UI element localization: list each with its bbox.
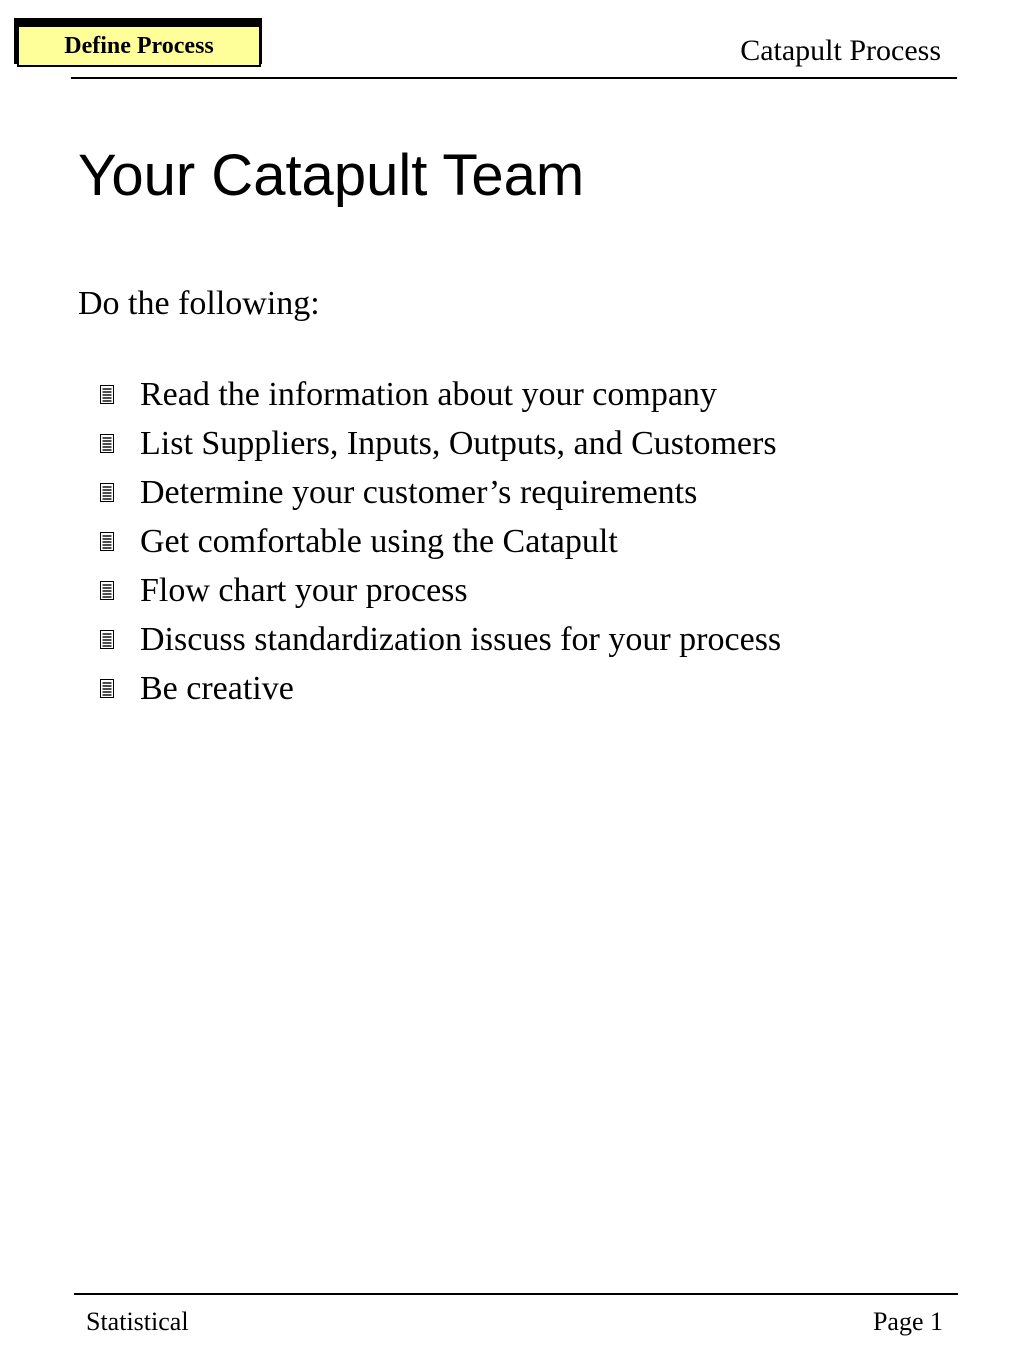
task-label: Flow chart your process <box>140 571 468 609</box>
section-tab-label: Define Process <box>64 32 214 59</box>
list-item <box>100 468 781 517</box>
list-item <box>100 370 781 419</box>
header-title: Catapult Process <box>740 34 941 67</box>
document-lines-icon <box>100 434 114 453</box>
document-lines-icon <box>100 630 114 649</box>
intro-text: Do the following: <box>78 285 320 322</box>
task-label: Discuss standardization issues for your process <box>140 620 782 658</box>
document-lines-icon <box>100 385 114 404</box>
section-tab <box>17 25 261 67</box>
list-item <box>100 664 781 713</box>
task-label: Read the information about your company <box>140 375 717 413</box>
header-divider <box>71 77 957 79</box>
task-label: Get comfortable using the Catapult <box>140 522 618 560</box>
section-tab-shadow <box>14 18 262 64</box>
page-number: Page 1 <box>872 1307 943 1336</box>
task-list <box>100 370 781 713</box>
task-label: Determine your customer’s requirements <box>140 473 698 511</box>
document-lines-icon <box>100 483 114 502</box>
footer-divider <box>74 1293 958 1295</box>
document-lines-icon <box>100 679 114 698</box>
list-item <box>100 615 781 664</box>
page-title: Your Catapult Team <box>78 143 585 208</box>
list-item <box>100 566 781 615</box>
document-lines-icon <box>100 532 114 551</box>
task-label: List Suppliers, Inputs, Outputs, and Customers <box>140 424 777 462</box>
list-item <box>100 419 781 468</box>
document-lines-icon <box>100 581 114 600</box>
task-label: Be creative <box>140 669 294 707</box>
footer-left-text: Statistical <box>86 1307 189 1336</box>
list-item <box>100 517 781 566</box>
